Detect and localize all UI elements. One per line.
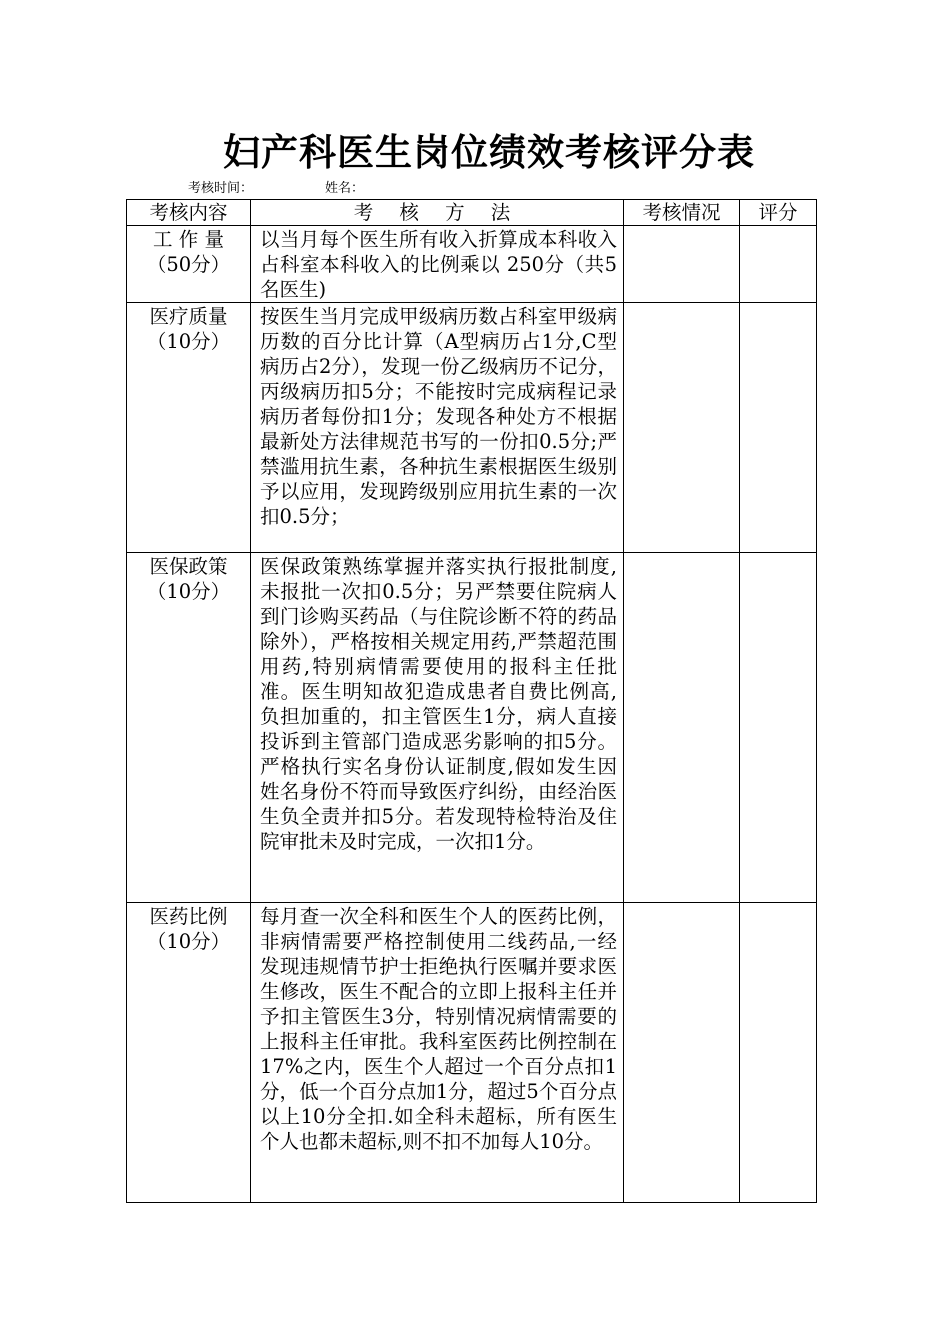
category-cell	[127, 903, 251, 1203]
score-cell[interactable]	[740, 553, 817, 903]
category-cell	[127, 553, 251, 903]
status-cell[interactable]	[624, 903, 740, 1203]
status-cell[interactable]	[624, 553, 740, 903]
score-cell[interactable]	[740, 903, 817, 1203]
page-title: 妇产科医生岗位绩效考核评分表	[223, 130, 755, 174]
method-cell: 以当月每个医生所有收入折算成本科收入占科室本科收入的比例乘以 250分（共5名医生)	[251, 226, 624, 303]
category-points: （10分）	[146, 330, 231, 353]
method-cell: 每月查一次全科和医生个人的医药比例，非病情需要严格控制使用二线药品,一经发现违规情节护士拒绝执行医嘱并要求医生修改，医生不配合的立即上报科主任并予扣主管医生3分，特别情况病情需要的上报科主任审批。我科室医药比例控制在17%之内，医生个人超过一个百分点扣1分，低一个百分点加1分，超过5个百分点以上10分全扣.如全科未超标，所有医生个人也都未超标,则不扣不加每人10分。	[251, 903, 624, 1203]
category-points: （50分）	[146, 253, 231, 276]
table-row	[127, 553, 817, 903]
category-name: 医保政策	[149, 555, 228, 578]
category-cell	[127, 303, 251, 553]
name-label: 姓名：	[325, 181, 365, 196]
header-status: 考核情况	[624, 200, 740, 226]
evaluation-table	[126, 199, 817, 1203]
meta-line	[188, 177, 364, 196]
header-row	[127, 200, 817, 226]
score-cell[interactable]	[740, 303, 817, 553]
table-row	[127, 303, 817, 553]
category-cell	[127, 226, 251, 303]
header-method: 考 核 方 法	[251, 200, 624, 226]
time-label: 考核时间：	[188, 181, 254, 196]
category-points: （10分）	[146, 580, 231, 603]
status-cell[interactable]	[624, 226, 740, 303]
header-content: 考核内容	[127, 200, 251, 226]
status-cell[interactable]	[624, 303, 740, 553]
category-points: （10分）	[146, 930, 231, 953]
method-cell: 医保政策熟练掌握并落实执行报批制度,未报批一次扣0.5分；另严禁要住院病人到门诊购买药品（与住院诊断不符的药品除外），严格按相关规定用药,严禁超范围用药,特别病情需要使用的报科主任批准。医生明知故犯造成患者自费比例高,负担加重的，扣主管医生1分，病人直接投诉到主管部门造成恶劣影响的扣5分。严格执行实名身份认证制度,假如发生因姓名身份不符而导致医疗纠纷，由经治医生负全责并扣5分。若发现特检特治及住院审批未及时完成，一次扣1分。	[251, 553, 624, 903]
table-row	[127, 903, 817, 1203]
category-name: 医疗质量	[149, 305, 228, 328]
header-score: 评分	[740, 200, 817, 226]
category-name: 医药比例	[149, 905, 228, 928]
table-row	[127, 226, 817, 303]
category-name: 工 作 量	[153, 228, 224, 251]
method-cell: 按医生当月完成甲级病历数占科室甲级病历数的百分比计算（A型病历占1分,C型病历占2分），发现一份乙级病历不记分，丙级病历扣5分；不能按时完成病程记录病历者每份扣1分；发现各种处方不根据最新处方法律规范书写的一份扣0.5分;严禁滥用抗生素，各种抗生素根据医生级别予以应用，发现跨级别应用抗生素的一次扣0.5分；	[251, 303, 624, 553]
score-cell[interactable]	[740, 226, 817, 303]
